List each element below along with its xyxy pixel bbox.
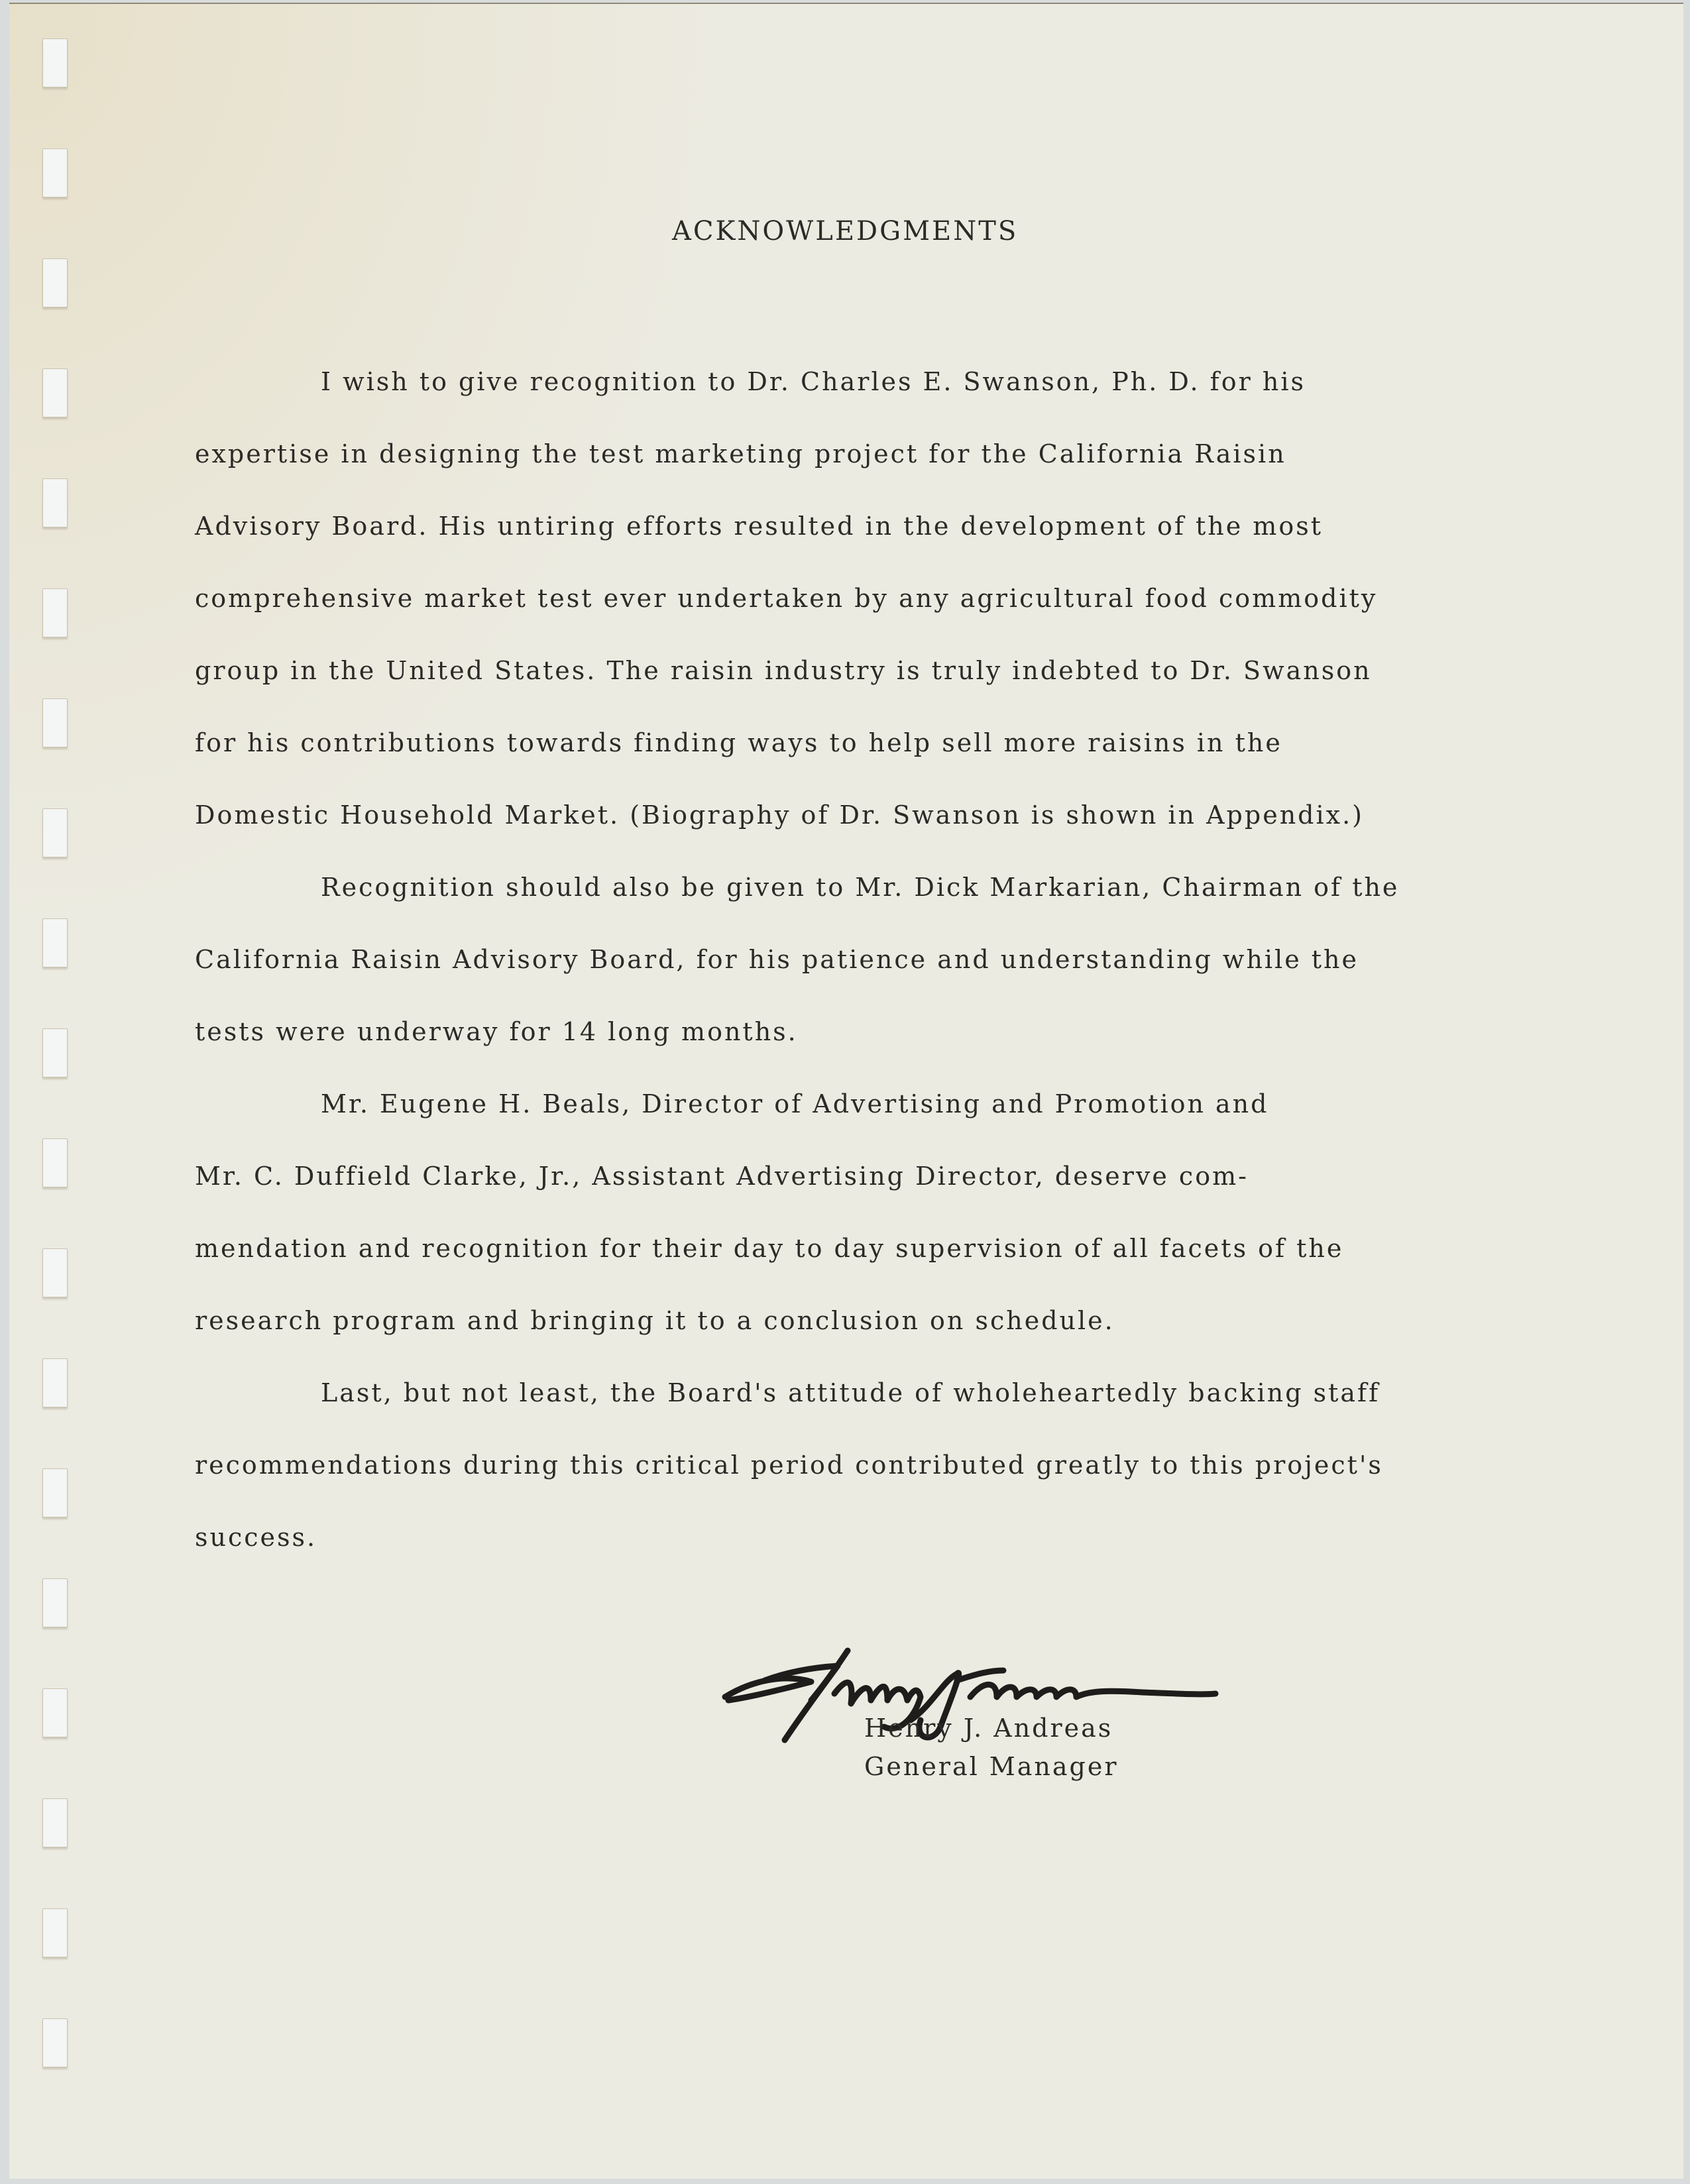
page-title: ACKNOWLEDGMENTS bbox=[672, 216, 1019, 246]
paragraph-line: recommendations during this critical period contributed greatly to this project's bbox=[195, 1450, 1383, 1480]
paragraph-line: Domestic Household Market. (Biography of Dr. Swanson is shown in Appendix.) bbox=[195, 800, 1364, 830]
binder-hole bbox=[42, 808, 68, 857]
binder-hole bbox=[42, 1908, 68, 1957]
binder-hole bbox=[42, 148, 68, 197]
binder-hole bbox=[42, 368, 68, 417]
paragraph-line: Advisory Board. His untiring efforts resulted in the development of the most bbox=[195, 512, 1323, 541]
paragraph-line: expertise in designing the test marketing project for the California Raisin bbox=[195, 439, 1286, 468]
binder-hole bbox=[42, 258, 68, 307]
signatory-title: General Manager bbox=[864, 1752, 1119, 1781]
binder-hole bbox=[42, 1798, 68, 1847]
signature-stroke bbox=[957, 1670, 1215, 1697]
paragraph-line: success. bbox=[195, 1523, 317, 1552]
signatory-name: Henry J. Andreas bbox=[864, 1714, 1113, 1743]
paragraph-line: mendation and recognition for their day to day supervision of all facets of the bbox=[195, 1234, 1344, 1263]
paragraph-line: tests were underway for 14 long months. bbox=[195, 1017, 798, 1046]
binder-hole bbox=[42, 38, 68, 87]
paragraph-line: Mr. Eugene H. Beals, Director of Advertising and Promotion and bbox=[321, 1089, 1269, 1119]
paragraph-line: for his contributions towards finding ways to help sell more raisins in the bbox=[195, 728, 1282, 757]
binder-hole bbox=[42, 1248, 68, 1297]
binder-hole bbox=[42, 1688, 68, 1737]
binder-hole bbox=[42, 588, 68, 637]
paragraph-line: Recognition should also be given to Mr. Dick Markarian, Chairman of the bbox=[321, 873, 1400, 902]
paragraph-line: group in the United States. The raisin industry is truly indebted to Dr. Swanson bbox=[195, 656, 1372, 685]
paragraph-line: comprehensive market test ever undertaken by any agricultural food commodity bbox=[195, 584, 1378, 613]
binder-hole bbox=[42, 1358, 68, 1407]
binder-hole bbox=[42, 698, 68, 747]
paragraph-line: California Raisin Advisory Board, for his patience and understanding while the bbox=[195, 945, 1359, 974]
paragraph-line: I wish to give recognition to Dr. Charles E. Swanson, Ph. D. for his bbox=[321, 367, 1306, 396]
binder-hole bbox=[42, 2018, 68, 2067]
binder-hole bbox=[42, 1028, 68, 1077]
binder-hole bbox=[42, 1138, 68, 1187]
binder-hole bbox=[42, 478, 68, 527]
document-page bbox=[9, 3, 1683, 2179]
paragraph-line: Last, but not least, the Board's attitude of wholeheartedly backing staff bbox=[321, 1378, 1380, 1407]
binder-hole bbox=[42, 1578, 68, 1627]
binder-hole bbox=[42, 1468, 68, 1517]
paragraph-line: research program and bringing it to a conclusion on schedule. bbox=[195, 1306, 1115, 1335]
paragraph-line: Mr. C. Duffield Clarke, Jr., Assistant Advertising Director, deserve com- bbox=[195, 1162, 1249, 1191]
binder-hole bbox=[42, 918, 68, 967]
